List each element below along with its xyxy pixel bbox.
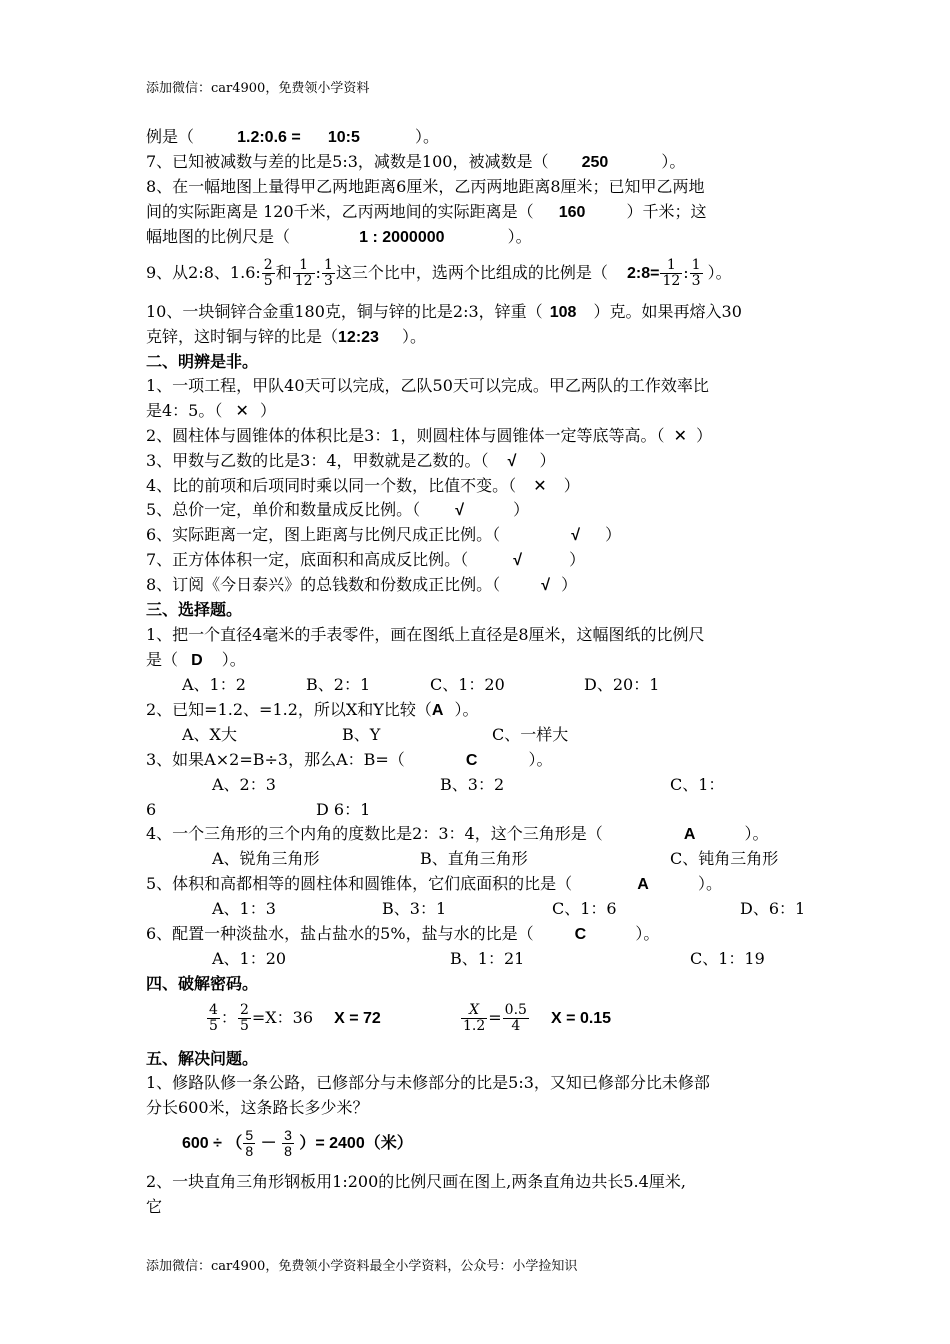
s2-question-2: [146, 425, 712, 448]
s3-q4-option-a: A、锐角三角形: [212, 849, 320, 868]
s3-q5-option-a: A、1：3: [212, 899, 276, 918]
e1-rest: =X：36: [251, 1008, 314, 1027]
frac-num: X: [461, 1003, 487, 1019]
e1-fraction-1: [207, 1003, 220, 1034]
s5-q1-calculation: [182, 1124, 413, 1164]
q10-line2-close: ）。: [402, 327, 427, 346]
s3-q2-close: ）。: [454, 700, 479, 719]
frac-den: 1.2: [463, 1018, 486, 1034]
s3-q1-option-d: D、20：1: [584, 675, 660, 694]
s2-q4-text: 4、比的前项和后项同时乘以同一个数，比值不变。（: [146, 476, 517, 495]
q10-text: 10、一块铜锌合金重180克，铜与锌的比是2:3，锌重（: [146, 302, 543, 321]
s3-q2-option-c: C、一样大: [492, 725, 569, 744]
q8-line-2: [146, 201, 707, 224]
q7-close: ）。: [661, 152, 686, 171]
s3-q5-option-d: D、6：1: [740, 899, 806, 918]
s2-q1-answer-cross: ✕: [235, 403, 249, 420]
s3-q6-close: ）。: [635, 924, 660, 943]
s2-q3-close: ）: [539, 451, 556, 470]
s3-question-5: [146, 873, 722, 896]
q8-line-3: [146, 226, 532, 249]
question-7: [146, 151, 685, 174]
s3-q4-option-b: B、直角三角形: [420, 849, 528, 868]
q9-text-b: 这三个比中，选两个比组成的比例是（: [335, 263, 608, 282]
s2-q2-close: ）: [696, 426, 713, 445]
section-2-heading: 二、明辨是非。: [146, 352, 259, 371]
calc-fraction-2: [282, 1128, 294, 1159]
frac-num: 0.5: [504, 1002, 527, 1018]
s3-q4-answer: A: [683, 826, 696, 843]
s3-q6-option-b: B、1：21: [450, 949, 525, 968]
s2-question-3: [146, 450, 556, 473]
frac-num: 1: [691, 257, 701, 273]
s2-q5-answer-check: √: [455, 502, 465, 519]
s3-q6-answer: C: [574, 926, 587, 943]
s3-question-6: [146, 923, 659, 946]
q9-answer-fraction-1: [660, 258, 682, 289]
q8-line2-tail: ）千米；这: [626, 202, 707, 221]
q10-answer-zinc: 108: [549, 304, 577, 321]
frac-num: 1: [660, 258, 682, 274]
q7-text: 7、已知被减数与差的比是5:3，减数是100，被减数是（: [146, 152, 549, 171]
s3-q5-text: 5、体积和高都相等的圆柱体和圆锥体，它们底面积的比是（: [146, 874, 573, 893]
s3-q1-close: ）。: [221, 650, 246, 669]
s2-q2-text: 2、圆柱体与圆锥体的体积比是3：1，则圆柱体与圆锥体一定等底等高。（: [146, 426, 665, 445]
s3-q4-close: ）。: [744, 824, 769, 843]
frac-den: 5: [239, 1018, 249, 1034]
s2-question-6: [146, 524, 621, 547]
calc-minus: －: [260, 1135, 277, 1152]
page-footer: 添加微信：car4900，免费领小学资料最全小学资料，公众号：小学捡知识: [146, 1259, 578, 1274]
q10-line-2: [146, 326, 426, 349]
q9-answer-colon: :: [683, 263, 689, 282]
frac-den: 12: [294, 273, 313, 289]
q8-line3-tail: ）。: [507, 227, 532, 246]
calc-result: ）= 2400（米）: [299, 1135, 413, 1152]
frac-den: 3: [691, 273, 701, 289]
frac-num: 1: [293, 258, 315, 274]
s2-q8-text: 8、订阅《今日泰兴》的总钱数和份数成正比例。（: [146, 575, 501, 594]
s2-question-5: [146, 499, 529, 522]
q9-and: 和: [275, 263, 292, 282]
frac-num: 4: [209, 1002, 218, 1018]
section-4-heading: 四、破解密码。: [146, 974, 259, 993]
q8-line-1: 8、在一幅地图上量得甲乙两地距离6厘米，乙丙两地距离8厘米；已知甲乙两地: [146, 177, 705, 196]
s3-q1-option-b: B、2：1: [306, 675, 371, 694]
frac-num: 1: [323, 257, 333, 273]
q7-answer: 250: [581, 154, 609, 171]
s2-q1-line-2: [146, 400, 276, 423]
s3-q6-option-a: A、1：20: [212, 949, 287, 968]
s3-q3-option-c-wrap: 6: [146, 800, 157, 819]
s3-q3-text: 3、如果A×2=B÷3，那么A：B=（: [146, 750, 405, 769]
question-9: [146, 255, 732, 292]
e2-equals: =: [488, 1008, 502, 1027]
s3-q3-option-b: B、3：2: [440, 775, 505, 794]
s2-q1-close: ）: [259, 401, 276, 420]
s2-q7-text: 7、正方体体积一定，底面积和高成反比例。（: [146, 550, 469, 569]
q9-colon: :: [315, 263, 321, 282]
s3-q5-option-c: C、1：6: [552, 899, 617, 918]
s2-q4-answer-cross: ✕: [533, 478, 547, 495]
s3-q6-option-c: C、1：19: [690, 949, 765, 968]
q8-answer-scale: 1 : 2000000: [359, 229, 445, 246]
s2-question-8: [146, 574, 577, 597]
s2-q6-answer-check: √: [571, 527, 581, 544]
s2-q6-close: ）: [605, 525, 622, 544]
s2-q2-answer-cross: ✕: [673, 428, 688, 445]
s3-question-2: [146, 699, 479, 722]
s2-question-7: [146, 549, 585, 572]
s3-q1-option-a: A、1：2: [182, 675, 246, 694]
q10-tail: ）克。如果再熔入30: [593, 302, 742, 321]
s3-question-4: [146, 823, 769, 846]
frac-den: 3: [323, 273, 333, 289]
frac-num: 2: [239, 1002, 249, 1018]
s3-q4-text: 4、一个三角形的三个内角的度数比是2：3：4，这个三角形是（: [146, 824, 603, 843]
section-5-heading: 五、解决问题。: [146, 1049, 259, 1068]
e1-answer: X = 72: [334, 1010, 381, 1027]
q6-prefix: 例是（: [146, 127, 195, 146]
equation-1: [206, 998, 381, 1039]
s3-q5-close: ）。: [697, 874, 722, 893]
s2-q1-line-1: 1、一项工程，甲队40天可以完成，乙队50天可以完成。甲乙两队的工作效率比: [146, 376, 709, 395]
equation-2: [460, 998, 611, 1039]
s2-q1-text: 是4：5。（: [146, 401, 223, 420]
q9-fraction-3: [322, 258, 335, 289]
s3-q3-option-d: D 6：1: [316, 800, 371, 819]
s3-q6-text: 6、配置一种淡盐水，盐占盐水的5%，盐与水的比是（: [146, 924, 534, 943]
calc-fraction-1: [243, 1128, 255, 1159]
s3-q1-option-c: C、1：20: [430, 675, 505, 694]
s3-q2-answer: A: [431, 702, 444, 719]
s2-q8-close: ）: [561, 575, 578, 594]
frac-num: 2: [263, 257, 273, 273]
q6-continuation: [146, 126, 439, 149]
frac-den: 12: [662, 273, 681, 289]
q6-answer-right: 10:5: [327, 129, 360, 146]
s2-q8-answer-check: √: [541, 577, 551, 594]
q9-text-a: 9、从2:8、1.6:: [146, 263, 261, 282]
frac-den: 4: [511, 1018, 521, 1034]
s3-q1-text: 是（: [146, 650, 179, 669]
frac-den: 8: [245, 1143, 254, 1160]
frac-den: 5: [263, 273, 273, 289]
frac-num: 3: [284, 1127, 292, 1144]
s3-q2-text: 2、已知=1.2、=1.2，所以X和Y比较（: [146, 700, 432, 719]
s2-q6-text: 6、实际距离一定，图上距离与比例尺成正比例。（: [146, 525, 501, 544]
s3-q5-option-b: B、3：1: [382, 899, 447, 918]
s3-q3-answer: C: [465, 752, 478, 769]
s3-q3-option-a: A、2：3: [212, 775, 276, 794]
s3-q1-line-1: 1、把一个直径4毫米的手表零件，画在图纸上直径是8厘米，这幅图纸的比例尺: [146, 625, 705, 644]
q10-line2-text: 克锌，这时铜与锌的比是（: [146, 327, 339, 346]
s5-q2-line-2: 它: [146, 1197, 163, 1216]
frac-den: 5: [209, 1018, 218, 1034]
q10-line-1: [146, 301, 742, 324]
frac-num: 5: [245, 1127, 254, 1144]
calc-prefix: 600 ÷ （: [182, 1135, 243, 1152]
s2-q4-close: ）: [563, 476, 580, 495]
e1-fraction-2: [238, 1003, 251, 1034]
section-3-heading: 三、选择题。: [146, 600, 243, 619]
s5-q2-line-1: 2、一块直角三角形钢板用1:200的比例尺画在图上,两条直角边共长5.4厘米,: [146, 1172, 686, 1191]
s3-q2-option-b: B、Y: [342, 725, 381, 744]
frac-den: 8: [284, 1143, 292, 1160]
q6-answer-left: 1.2:0.6 =: [237, 129, 301, 146]
q9-fraction-2: [293, 258, 315, 289]
e2-fraction-1: [461, 1003, 487, 1034]
q9-fraction-1: [262, 258, 275, 289]
s5-q1-line-2: 分长600米，这条路长多少米？: [146, 1098, 369, 1117]
q8-line2-text: 间的实际距离是 120千米，乙丙两地间的实际距离是（: [146, 202, 534, 221]
q6-close: ）。: [414, 127, 439, 146]
s3-q3-option-c: C、1：: [670, 775, 725, 794]
s3-q2-option-a: A、X大: [182, 725, 237, 744]
s3-question-3: [146, 749, 553, 772]
q9-answer-fraction-2: [690, 258, 703, 289]
s5-q1-line-1: 1、修路队修一条公路，已修部分与未修部分的比是5:3，又知已修部分比未修部: [146, 1073, 710, 1092]
s2-q5-text: 5、总价一定，单价和数量成反比例。（: [146, 500, 421, 519]
s2-question-4: [146, 475, 580, 498]
page-header: 添加微信：car4900，免费领小学资料: [146, 81, 370, 96]
s3-q4-option-c: C、钝角三角形: [670, 849, 779, 868]
q9-close: ）。: [707, 263, 732, 282]
e1-colon: ：: [220, 1008, 237, 1027]
s2-q3-answer-check: √: [507, 453, 517, 470]
s2-q3-text: 3、甲数与乙数的比是3：4，甲数就是乙数的。（: [146, 451, 489, 470]
s3-q1-answer: D: [191, 652, 203, 669]
s3-q1-line-2: [146, 649, 246, 672]
e2-answer: X = 0.15: [551, 1010, 612, 1027]
q9-answer: 2:8=: [626, 265, 660, 282]
s2-q7-close: ）: [569, 550, 586, 569]
s3-q3-close: ）。: [528, 750, 553, 769]
e2-fraction-2: [503, 1003, 529, 1034]
s2-q7-answer-check: √: [513, 552, 523, 569]
s2-q5-close: ）: [513, 500, 530, 519]
q8-line3-text: 幅地图的比例尺是（: [146, 227, 291, 246]
s3-q5-answer: A: [637, 876, 649, 893]
q8-answer-distance: 160: [558, 204, 586, 221]
q10-answer-ratio: 12:23: [338, 329, 379, 346]
